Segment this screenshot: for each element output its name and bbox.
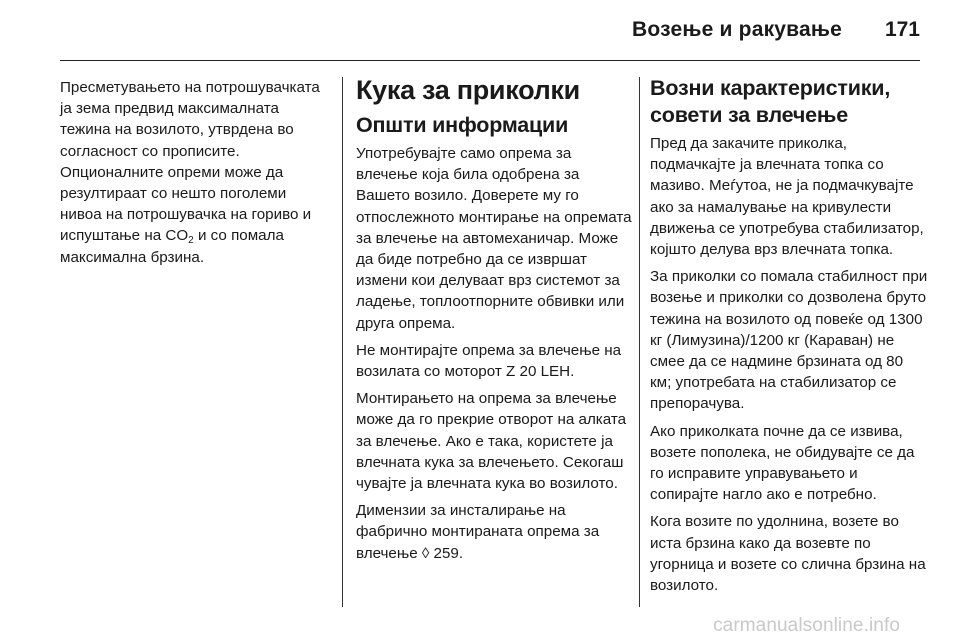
paragraph-consumption-text: Пресметувањето на потрошувачката ја зема предвид максималната тежина на возилото, утврдена во согласност со прописите. Опционалните опреми може да резултираат со нешто поголеми нивоа на потрошувачка на гориво и испуштање на CO [60, 79, 320, 245]
column-divider-1 [342, 77, 343, 607]
page-reference-link[interactable]: 259. [429, 544, 464, 562]
paragraph-speed-limit: За приколки со помала стабилност при возење и приколки со дозволена бруто тежина на возилото од повеќе од 1300 кг (Лимузина)/1200 кг (Караван) не смее да се надмине брзината од 80 км; употребата на стабилизатор се препорачува. [650, 268, 928, 413]
paragraph-consumption [60, 77, 332, 268]
subsection-title-general: Општи информации [356, 113, 569, 137]
header-rule [60, 60, 920, 61]
paragraph-dimensions-text: Димензии за инсталирање на фабрично монтираната опрема за влечење [356, 502, 600, 562]
column-left [60, 77, 332, 274]
paragraph-lubricate: Пред да закачите приколка, подмачкајте ја влечната топка со мазиво. Меѓутоа, не ја подмачкувајте ако за намалување на кривулести движења се употребува стабилизатор, којшто делува врз влечната топка. [650, 135, 924, 259]
paragraph-engine-restriction: Не монтирајте опрема за влечење на возилата со моторот Z 20 LEH. [356, 341, 622, 381]
paragraph-downhill: Кога возите по удолнина, возете во иста брзина како да возевте по угорница и возете со слична брзина на возилото. [650, 513, 926, 595]
page-number: 171 [884, 18, 920, 41]
running-header-title: Возење и ракување [632, 18, 842, 41]
paragraph-towing-eye: Монтирањето на опрема за влечење може да го прекрие отворот на алката за влечење. Ако е така, користете ја влечната кука за влечењето. Секогаш чувајте ја влечната кука во возилото. [356, 390, 627, 493]
page-reference-arrow-icon: ◊ [421, 544, 430, 562]
paragraph-swaying: Ако приколката почне да се извива, возете пополека, не обидувајте се да го исправите управувањето и сопирајте нагло ако е потребно. [650, 422, 915, 504]
section-title: Кука за приколки [356, 75, 580, 105]
column-divider-2 [639, 77, 640, 607]
page-header [0, 0, 960, 60]
subsection-title-driving: Возни карактеристики, совети за влечење [650, 76, 891, 127]
paragraph-consumption-end: и со помала максимална брзина. [60, 227, 284, 266]
column-right [650, 77, 928, 602]
watermark: carmanualsonline.info [713, 615, 900, 636]
co2-subscript: 2 [188, 235, 194, 247]
column-middle [356, 77, 634, 570]
paragraph-dimensions [356, 500, 634, 564]
paragraph-approved-equipment: Употребувајте само опрема за влечење која била одобрена за Вашето возило. Доверете му го отпослежното монтирање на опремата за влечење на автомеханичар. Може да биде потребно да се извршат измени кои делуваат врз системот за ладење, топлоотпорните обвивки или друга опрема. [356, 145, 632, 332]
